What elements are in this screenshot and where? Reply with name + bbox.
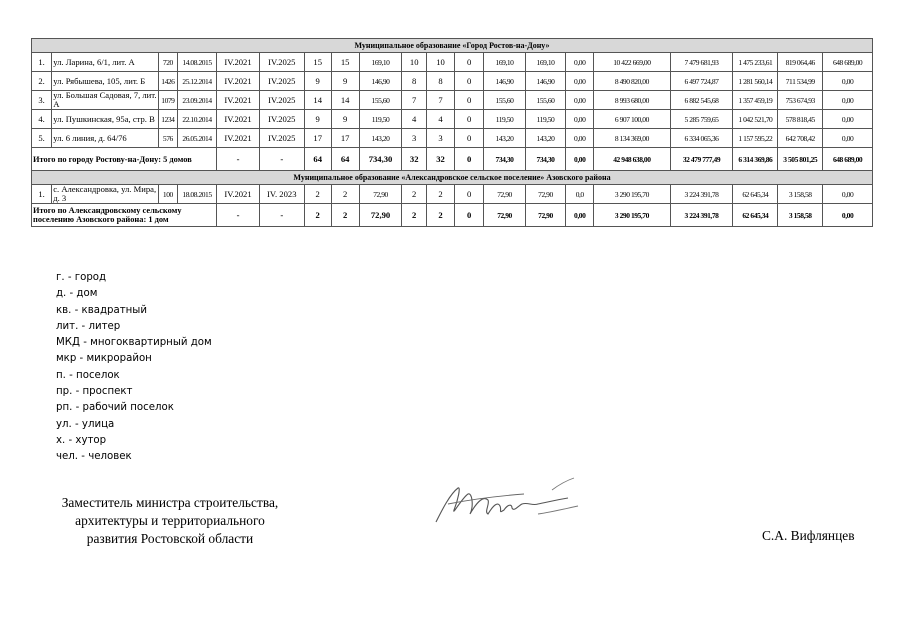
legend-item: г. - город: [56, 272, 107, 283]
legend-item: мкр - микрорайон: [56, 353, 152, 365]
signatory-title-line: архитектуры и территориального: [75, 513, 265, 528]
table-cell: 25.12.2014: [177, 72, 216, 91]
address-cell: ул. Пушкинская, 95а, стр. В: [52, 110, 159, 129]
table-cell: 1426: [158, 72, 177, 91]
table-cell: 642 708,42: [778, 129, 823, 148]
table-cell: 15: [304, 53, 331, 72]
address-cell: с. Александровка, ул. Мира, д. 3: [52, 185, 159, 204]
total-cell: 0: [455, 204, 484, 227]
table-row: [32, 72, 873, 91]
total-cell: 62 645,34: [733, 204, 778, 227]
legend-item: рп. - рабочий поселок: [56, 402, 174, 414]
table-cell: 711 534,99: [778, 72, 823, 91]
table-cell: 155,60: [484, 91, 526, 110]
total-cell: 64: [304, 148, 331, 171]
table-cell: 8: [402, 72, 427, 91]
table-cell: 15: [331, 53, 359, 72]
table-cell: 1 042 521,70: [733, 110, 778, 129]
total-cell: 3 505 801,25: [778, 148, 823, 171]
table-cell: 0,00: [823, 72, 873, 91]
legend-item: кв. - квадратный: [56, 304, 147, 316]
total-cell: 3 224 391,78: [670, 204, 733, 227]
table-cell: 155,60: [359, 91, 402, 110]
table-cell: 0,00: [566, 110, 594, 129]
table-cell: 1 157 595,22: [733, 129, 778, 148]
table-cell: 7: [427, 91, 455, 110]
table-cell: 143,20: [525, 129, 565, 148]
table-cell: 3: [402, 129, 427, 148]
table-cell: 8 490 820,00: [594, 72, 670, 91]
table-cell: 819 064,46: [778, 53, 823, 72]
table-cell: 4: [402, 110, 427, 129]
total-cell: 734,30: [359, 148, 402, 171]
total-cell: 0: [455, 148, 484, 171]
total-cell: 0,00: [823, 204, 873, 227]
table-cell: 1234: [158, 110, 177, 129]
total-cell: 0,00: [566, 204, 594, 227]
table-cell: 8 993 680,00: [594, 91, 670, 110]
table-cell: 648 689,00: [823, 53, 873, 72]
table-cell: IV.2021: [217, 72, 260, 91]
table-cell: 6 907 100,00: [594, 110, 670, 129]
legend-item: ул. - улица: [56, 418, 115, 430]
total-cell: 32: [427, 148, 455, 171]
table-cell: 18.08.2015: [177, 185, 216, 204]
total-cell: 2: [402, 204, 427, 227]
table-cell: 0,00: [566, 53, 594, 72]
municipality-heading: Муниципальное образование «Александровское сельское поселение» Азовского района: [32, 171, 873, 185]
table-cell: 7 479 681,93: [670, 53, 733, 72]
total-cell: 72,90: [484, 204, 526, 227]
abbreviation-legend: [56, 270, 212, 466]
municipality-heading: Муниципальное образование «Город Ростов-на-Дону»: [32, 39, 873, 53]
table-row: [32, 91, 873, 110]
table-cell: 6 497 724,87: [670, 72, 733, 91]
table-cell: 3.: [32, 91, 52, 110]
table-cell: 72,90: [484, 185, 526, 204]
table-cell: 9: [304, 72, 331, 91]
table-cell: IV.2025: [259, 91, 304, 110]
table-cell: 0: [455, 91, 484, 110]
total-cell: 72,90: [359, 204, 402, 227]
table-cell: 0: [455, 72, 484, 91]
table-cell: 0,00: [823, 91, 873, 110]
total-row: [32, 204, 873, 227]
table-cell: 2: [402, 185, 427, 204]
signatory-title-line: Заместитель министра строительства,: [61, 495, 279, 510]
table-cell: 14.08.2015: [177, 53, 216, 72]
table-cell: 4.: [32, 110, 52, 129]
table-cell: 2: [304, 185, 331, 204]
table-cell: 3: [427, 129, 455, 148]
table-cell: 169,10: [525, 53, 565, 72]
table-cell: 9: [331, 72, 359, 91]
table-cell: 1 357 459,19: [733, 91, 778, 110]
table-cell: IV. 2023: [259, 185, 304, 204]
total-label: Итого по Александровскому сельскому поселению Азовского района: 1 дом: [32, 204, 217, 227]
table-cell: IV.2025: [259, 53, 304, 72]
table-cell: IV.2021: [217, 53, 260, 72]
table-cell: 10: [427, 53, 455, 72]
table-cell: 72,90: [359, 185, 402, 204]
total-cell: 2: [427, 204, 455, 227]
table-cell: 10 422 669,00: [594, 53, 670, 72]
table-cell: 23.09.2014: [177, 91, 216, 110]
table-cell: 720: [158, 53, 177, 72]
table-cell: 6 334 065,36: [670, 129, 733, 148]
table-cell: 169,10: [484, 53, 526, 72]
municipality-heading-row: [32, 171, 873, 185]
table-cell: 146,90: [484, 72, 526, 91]
table-cell: 8 134 369,00: [594, 129, 670, 148]
total-cell: 648 689,00: [823, 148, 873, 171]
total-cell: -: [217, 148, 260, 171]
table-cell: 9: [331, 110, 359, 129]
table-cell: 5 285 759,65: [670, 110, 733, 129]
legend-item: х. - хутор: [56, 434, 107, 446]
total-cell: -: [217, 204, 260, 227]
total-cell: 734,30: [525, 148, 565, 171]
address-cell: ул. Большая Садовая, 7, лит. А: [53, 90, 157, 109]
table-cell: 3 290 195,70: [594, 185, 670, 204]
table-cell: 0: [455, 53, 484, 72]
table-cell: 576: [158, 129, 177, 148]
register-table: [31, 38, 873, 227]
table-cell: 6 882 545,68: [670, 91, 733, 110]
table-cell: 0,00: [823, 129, 873, 148]
total-cell: 42 948 638,00: [594, 148, 670, 171]
address-cell: ул. 6 линия, д. 64/76: [52, 129, 159, 148]
address-cell: ул. Рябышева, 105, лит. Б: [52, 72, 159, 91]
table-cell: IV.2025: [259, 72, 304, 91]
table-cell: 2: [427, 185, 455, 204]
total-cell: 2: [304, 204, 331, 227]
table-row: [32, 129, 873, 148]
table-cell: 0,00: [823, 185, 873, 204]
table-cell: 3 224 391,78: [670, 185, 733, 204]
table-cell: 7: [402, 91, 427, 110]
signatory-title: [40, 494, 300, 548]
total-cell: 2: [331, 204, 359, 227]
table-cell: 119,50: [525, 110, 565, 129]
table-cell: 119,50: [484, 110, 526, 129]
table-cell: 17: [304, 129, 331, 148]
table-cell: 0,00: [823, 110, 873, 129]
table-cell: 2.: [32, 72, 52, 91]
table-cell: 8: [427, 72, 455, 91]
handwritten-signature: [428, 470, 588, 540]
total-cell: 32: [402, 148, 427, 171]
table-cell: 72,90: [525, 185, 565, 204]
table-cell: 119,50: [359, 110, 402, 129]
table-cell: 5.: [32, 129, 52, 148]
table-cell: 62 645,34: [733, 185, 778, 204]
legend-item: п. - поселок: [56, 369, 120, 381]
total-cell: -: [259, 204, 304, 227]
table-cell: IV.2021: [217, 129, 260, 148]
table-cell: 0,00: [566, 91, 594, 110]
table-cell: 1.: [32, 185, 52, 204]
address-cell: ул. Ларина, 6/1, лит. А: [52, 53, 159, 72]
table-cell: 578 818,45: [778, 110, 823, 129]
table-cell: 26.05.2014: [177, 129, 216, 148]
total-cell: 6 314 369,86: [733, 148, 778, 171]
table-cell: 146,90: [525, 72, 565, 91]
table-cell: IV.2021: [217, 91, 260, 110]
table-row: [32, 185, 873, 204]
total-label: Итого по городу Ростову-на-Дону: 5 домов: [32, 148, 217, 171]
total-cell: 0,00: [566, 148, 594, 171]
table-cell: 14: [304, 91, 331, 110]
legend-item: д. - дом: [56, 288, 98, 300]
signatory-name: С.А. Вифлянцев: [762, 528, 855, 543]
table-cell: IV.2025: [259, 129, 304, 148]
table-cell: 2: [331, 185, 359, 204]
table-cell: 17: [331, 129, 359, 148]
total-cell: 72,90: [525, 204, 565, 227]
total-cell: 3 290 195,70: [594, 204, 670, 227]
table-cell: 1.: [32, 53, 52, 72]
total-cell: 32 479 777,49: [670, 148, 733, 171]
total-cell: 3 158,58: [778, 204, 823, 227]
municipality-heading-row: [32, 39, 873, 53]
table-cell: 14: [331, 91, 359, 110]
table-cell: 143,20: [484, 129, 526, 148]
signatory-title-line: развития Ростовской области: [86, 531, 254, 546]
table-cell: 155,60: [525, 91, 565, 110]
table-cell: 169,10: [359, 53, 402, 72]
table-cell: 0,00: [566, 72, 594, 91]
table-cell: IV.2021: [217, 185, 260, 204]
table-cell: 3 158,58: [778, 185, 823, 204]
table-cell: 0: [455, 185, 484, 204]
table-row: [32, 110, 873, 129]
total-cell: -: [259, 148, 304, 171]
table-cell: 0: [455, 129, 484, 148]
legend-item: чел. - человек: [56, 451, 132, 463]
table-cell: 100: [158, 185, 177, 204]
table-cell: 143,20: [359, 129, 402, 148]
table-cell: IV.2021: [217, 110, 260, 129]
table-cell: IV.2025: [259, 110, 304, 129]
table-cell: 10: [402, 53, 427, 72]
table-cell: 1 281 560,14: [733, 72, 778, 91]
table-cell: 1079: [158, 91, 177, 110]
legend-item: пр. - проспект: [56, 386, 133, 398]
table-cell: 22.10.2014: [177, 110, 216, 129]
table-cell: 0: [455, 110, 484, 129]
total-cell: 734,30: [484, 148, 526, 171]
legend-item: МКД - многоквартирный дом: [56, 337, 212, 349]
table-row: [32, 53, 873, 72]
table-cell: 146,90: [359, 72, 402, 91]
table-cell: 0,00: [566, 129, 594, 148]
total-cell: 64: [331, 148, 359, 171]
legend-item: лит. - литер: [56, 320, 121, 332]
table-cell: 1 475 233,61: [733, 53, 778, 72]
table-cell: 9: [304, 110, 331, 129]
table-cell: 4: [427, 110, 455, 129]
table-cell: 753 674,93: [778, 91, 823, 110]
total-row: [32, 148, 873, 171]
table-cell: 0,0: [566, 185, 594, 204]
